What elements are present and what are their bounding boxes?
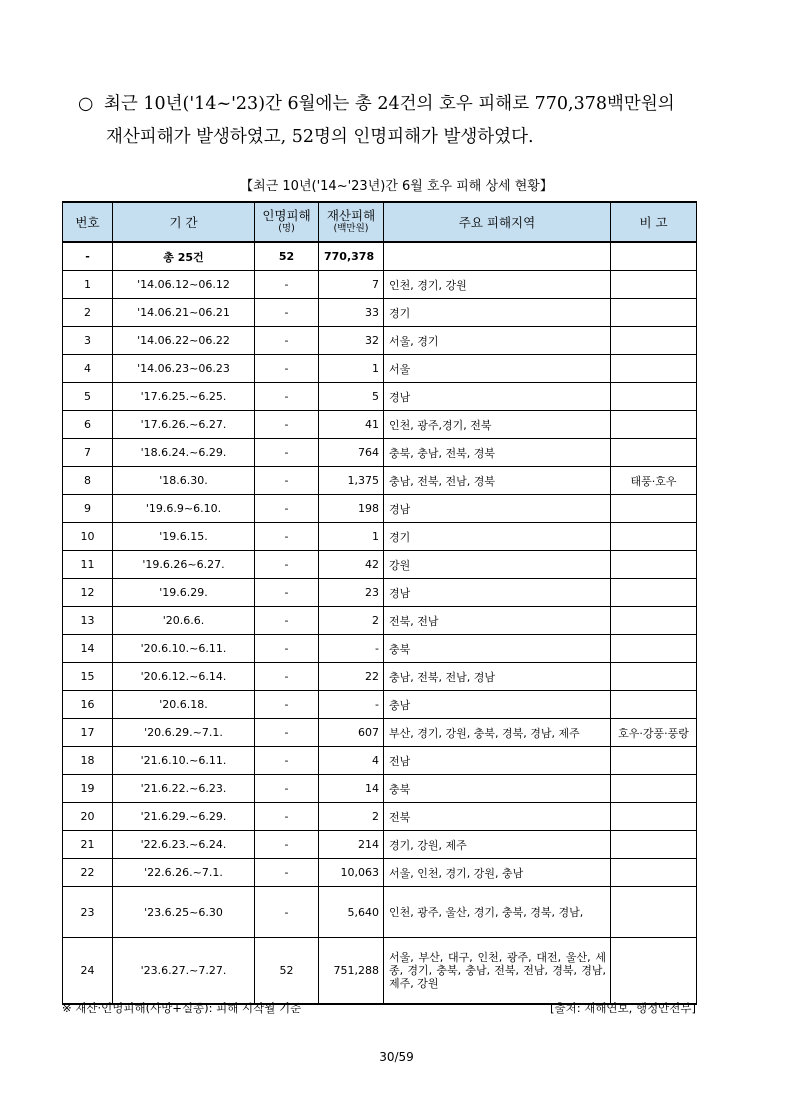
cell-no: 6 — [63, 411, 113, 439]
cell-region: 경기, 강원, 제주 — [384, 831, 611, 859]
cell-remark — [611, 495, 697, 523]
table-row — [63, 327, 697, 355]
cell-remark — [611, 383, 697, 411]
cell-no: 4 — [63, 355, 113, 383]
cell-casualty: - — [255, 327, 319, 355]
table-row — [63, 775, 697, 803]
cell-remark: 태풍·호우 — [611, 467, 697, 495]
header-no: 번호 — [63, 202, 113, 242]
cell-remark — [611, 938, 697, 1005]
table-row — [63, 747, 697, 775]
intro-line-1 — [78, 88, 718, 121]
cell-casualty: - — [255, 271, 319, 299]
cell-region: 인천, 광주,경기, 전북 — [384, 411, 611, 439]
cell-casualty: - — [255, 579, 319, 607]
cell-remark: 호우·강풍·풍랑 — [611, 719, 697, 747]
intro-line-2: 재산피해가 발생하였고, 52명의 인명피해가 발생하였다. — [106, 127, 534, 147]
total-no: - — [63, 242, 113, 271]
cell-property: 5 — [319, 383, 384, 411]
cell-region: 충북, 충남, 전북, 경북 — [384, 439, 611, 467]
cell-remark — [611, 327, 697, 355]
cell-no: 23 — [63, 887, 113, 938]
cell-region: 인천, 광주, 울산, 경기, 충북, 경북, 경남, — [384, 887, 611, 938]
table-row — [63, 635, 697, 663]
cell-region: 서울, 부산, 대구, 인천, 광주, 대전, 울산, 세종, 경기, 충북, 충남, 전북, 전남, 경북, 경남, 제주, 강원 — [384, 938, 611, 1005]
header-casualty-unit: (명) — [278, 223, 295, 234]
cell-casualty: - — [255, 523, 319, 551]
cell-property: 1 — [319, 355, 384, 383]
cell-casualty: - — [255, 831, 319, 859]
table-row — [63, 938, 697, 1005]
cell-casualty: - — [255, 495, 319, 523]
cell-remark — [611, 411, 697, 439]
total-period: 총 25건 — [113, 242, 255, 271]
cell-remark — [611, 803, 697, 831]
table-row — [63, 551, 697, 579]
cell-remark — [611, 887, 697, 938]
cell-property: 1 — [319, 523, 384, 551]
source-citation: [출처: 재해연보, 행정안전부] — [549, 1001, 696, 1015]
cell-region: 강원 — [384, 551, 611, 579]
cell-period: '19.6.9~6.10. — [113, 495, 255, 523]
cell-no: 5 — [63, 383, 113, 411]
cell-property: 7 — [319, 271, 384, 299]
cell-remark — [611, 747, 697, 775]
header-property — [319, 202, 384, 242]
cell-property: 10,063 — [319, 859, 384, 887]
cell-property: 751,288 — [319, 938, 384, 1005]
cell-no: 2 — [63, 299, 113, 327]
cell-casualty: - — [255, 411, 319, 439]
table-row — [63, 495, 697, 523]
cell-casualty: - — [255, 467, 319, 495]
total-casualty: 52 — [255, 242, 319, 271]
table-row — [63, 691, 697, 719]
cell-property: 14 — [319, 775, 384, 803]
cell-period: '20.6.12.~6.14. — [113, 663, 255, 691]
cell-region: 충북 — [384, 635, 611, 663]
cell-period: '18.6.24.~6.29. — [113, 439, 255, 467]
cell-period: '20.6.10.~6.11. — [113, 635, 255, 663]
cell-period: '17.6.26.~6.27. — [113, 411, 255, 439]
table-title: 【최근 10년('14~'23년)간 6월 호우 피해 상세 현황】 — [240, 179, 553, 194]
cell-casualty: - — [255, 299, 319, 327]
table-row — [63, 467, 697, 495]
table-row — [63, 271, 697, 299]
cell-casualty: - — [255, 747, 319, 775]
table-row — [63, 803, 697, 831]
table-row — [63, 355, 697, 383]
cell-period: '20.6.18. — [113, 691, 255, 719]
intro-line-1-text: 최근 10년('14~'23)간 6월에는 총 24건의 호우 피해로 770,378백만원의 — [104, 94, 675, 114]
cell-property: 764 — [319, 439, 384, 467]
cell-no: 19 — [63, 775, 113, 803]
table-row — [63, 411, 697, 439]
cell-remark — [611, 271, 697, 299]
cell-remark — [611, 607, 697, 635]
table-header-row — [63, 202, 697, 242]
cell-period: '23.6.27.~7.27. — [113, 938, 255, 1005]
cell-casualty: - — [255, 635, 319, 663]
cell-period: '14.06.12~06.12 — [113, 271, 255, 299]
cell-property: 607 — [319, 719, 384, 747]
cell-region: 경기 — [384, 523, 611, 551]
cell-property: 23 — [319, 579, 384, 607]
damage-table — [62, 201, 697, 1005]
cell-property: 33 — [319, 299, 384, 327]
table-row — [63, 663, 697, 691]
cell-casualty: - — [255, 551, 319, 579]
cell-period: '21.6.10.~6.11. — [113, 747, 255, 775]
cell-region: 충북 — [384, 775, 611, 803]
table-row — [63, 887, 697, 938]
table-row — [63, 607, 697, 635]
cell-region: 서울, 인천, 경기, 강원, 충남 — [384, 859, 611, 887]
cell-casualty: 52 — [255, 938, 319, 1005]
cell-region: 경남 — [384, 495, 611, 523]
cell-no: 14 — [63, 635, 113, 663]
table-row — [63, 383, 697, 411]
cell-no: 3 — [63, 327, 113, 355]
cell-region: 경남 — [384, 383, 611, 411]
cell-remark — [611, 859, 697, 887]
cell-remark — [611, 439, 697, 467]
cell-no: 16 — [63, 691, 113, 719]
cell-casualty: - — [255, 803, 319, 831]
intro-paragraph — [78, 88, 718, 154]
cell-property: 41 — [319, 411, 384, 439]
cell-remark — [611, 355, 697, 383]
cell-period: '21.6.29.~6.29. — [113, 803, 255, 831]
cell-region: 부산, 경기, 강원, 충북, 경북, 경남, 제주 — [384, 719, 611, 747]
cell-property: 2 — [319, 607, 384, 635]
cell-remark — [611, 691, 697, 719]
cell-no: 11 — [63, 551, 113, 579]
cell-period: '20.6.6. — [113, 607, 255, 635]
cell-region: 인천, 경기, 강원 — [384, 271, 611, 299]
cell-no: 20 — [63, 803, 113, 831]
cell-property: 5,640 — [319, 887, 384, 938]
cell-period: '19.6.29. — [113, 579, 255, 607]
total-row — [63, 242, 697, 271]
page-number: 30/59 — [379, 1050, 414, 1064]
cell-period: '23.6.25~6.30 — [113, 887, 255, 938]
cell-remark — [611, 299, 697, 327]
cell-casualty: - — [255, 859, 319, 887]
cell-no: 13 — [63, 607, 113, 635]
cell-property: 2 — [319, 803, 384, 831]
header-period: 기 간 — [113, 202, 255, 242]
cell-no: 21 — [63, 831, 113, 859]
cell-remark — [611, 663, 697, 691]
cell-period: '22.6.26.~7.1. — [113, 859, 255, 887]
cell-remark — [611, 523, 697, 551]
header-remark: 비 고 — [611, 202, 697, 242]
cell-period: '22.6.23.~6.24. — [113, 831, 255, 859]
cell-region: 전북, 전남 — [384, 607, 611, 635]
cell-no: 24 — [63, 938, 113, 1005]
cell-casualty: - — [255, 383, 319, 411]
cell-property: 42 — [319, 551, 384, 579]
cell-no: 7 — [63, 439, 113, 467]
cell-property: 22 — [319, 663, 384, 691]
cell-no: 12 — [63, 579, 113, 607]
cell-region: 서울 — [384, 355, 611, 383]
header-property-label: 재산피해 — [326, 208, 376, 223]
cell-no: 22 — [63, 859, 113, 887]
cell-no: 17 — [63, 719, 113, 747]
cell-property: - — [319, 691, 384, 719]
cell-period: '18.6.30. — [113, 467, 255, 495]
bullet-circle-icon: ○ — [78, 94, 94, 114]
cell-region: 전북 — [384, 803, 611, 831]
cell-region: 충남, 전북, 전남, 경북 — [384, 467, 611, 495]
cell-period: '19.6.26~6.27. — [113, 551, 255, 579]
table-row — [63, 719, 697, 747]
table-row — [63, 579, 697, 607]
cell-casualty: - — [255, 439, 319, 467]
cell-region: 경기 — [384, 299, 611, 327]
footnote: ※ 재산·인명피해(사망+실종): 피해 시작월 기준 — [62, 1001, 302, 1015]
cell-region: 경남 — [384, 579, 611, 607]
cell-no: 10 — [63, 523, 113, 551]
cell-casualty: - — [255, 691, 319, 719]
cell-period: '17.6.25.~6.25. — [113, 383, 255, 411]
cell-region: 충남, 전북, 전남, 경남 — [384, 663, 611, 691]
cell-period: '20.6.29.~7.1. — [113, 719, 255, 747]
cell-casualty: - — [255, 663, 319, 691]
header-property-unit: (백만원) — [333, 223, 369, 234]
header-casualty — [255, 202, 319, 242]
cell-period: '21.6.22.~6.23. — [113, 775, 255, 803]
cell-casualty: - — [255, 355, 319, 383]
cell-region: 충남 — [384, 691, 611, 719]
header-region: 주요 피해지역 — [384, 202, 611, 242]
header-casualty-label: 인명피해 — [262, 208, 311, 223]
cell-casualty: - — [255, 775, 319, 803]
table-row — [63, 439, 697, 467]
table-row — [63, 299, 697, 327]
cell-remark — [611, 551, 697, 579]
table-row — [63, 523, 697, 551]
cell-remark — [611, 635, 697, 663]
cell-no: 9 — [63, 495, 113, 523]
cell-period: '14.06.23~06.23 — [113, 355, 255, 383]
cell-no: 15 — [63, 663, 113, 691]
cell-region: 서울, 경기 — [384, 327, 611, 355]
cell-property: 4 — [319, 747, 384, 775]
cell-casualty: - — [255, 607, 319, 635]
table-row — [63, 859, 697, 887]
cell-casualty: - — [255, 887, 319, 938]
cell-casualty: - — [255, 719, 319, 747]
cell-region: 전남 — [384, 747, 611, 775]
total-region — [384, 242, 611, 271]
cell-no: 1 — [63, 271, 113, 299]
cell-property: 198 — [319, 495, 384, 523]
total-remark — [611, 242, 697, 271]
cell-property: 32 — [319, 327, 384, 355]
cell-remark — [611, 831, 697, 859]
cell-period: '14.06.21~06.21 — [113, 299, 255, 327]
total-property: 770,378 — [319, 242, 384, 271]
table-row — [63, 831, 697, 859]
cell-no: 18 — [63, 747, 113, 775]
cell-remark — [611, 775, 697, 803]
cell-period: '19.6.15. — [113, 523, 255, 551]
cell-property: - — [319, 635, 384, 663]
cell-no: 8 — [63, 467, 113, 495]
cell-remark — [611, 579, 697, 607]
cell-property: 1,375 — [319, 467, 384, 495]
cell-period: '14.06.22~06.22 — [113, 327, 255, 355]
cell-property: 214 — [319, 831, 384, 859]
